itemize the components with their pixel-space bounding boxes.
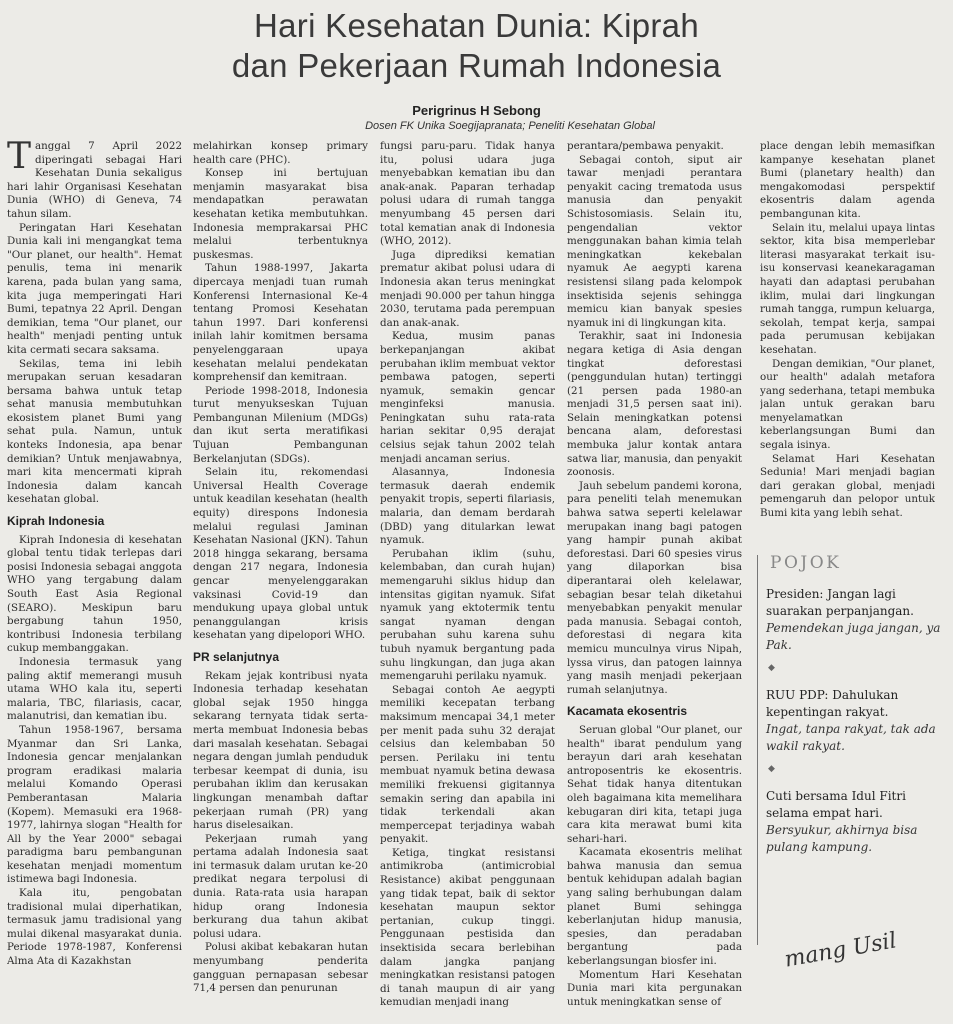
paragraph: Konsep ini bertujuan menjamin masyarakat bisa mendapatkan perawatan kesehatan ketika membutuhkan. Indonesia memprakarsai PHC melalui terbentuknya puskesmas. [193,167,368,261]
drop-cap: T [7,140,32,177]
pojok-response: Pemendekan juga jangan, ya Pak. [766,621,941,652]
pojok-quote: Presiden: Jangan lagi suarakan perpanjangan. [766,587,914,618]
pojok-item [766,586,942,654]
pojok-quote: RUU PDP: Dahulukan kepentingan rakyat. [766,688,899,719]
paragraph: Alasannya, Indonesia termasuk daerah endemik penyakit tropis, seperti filariasis, malaria, dan demam berdarah (DBD) yang ditularkan lewat nyamuk. [380,466,555,547]
diamond-divider-icon: ◆ [768,764,775,774]
paragraph: Seruan global "Our planet, our health" ibarat pendulum yang berayun dari arah kesehatan antroposentris ke ekosentris. Sehat tidak hanya ditentukan oleh bagaimana kita memelihara kebugaran diri kita, tetapi juga cara kita merawat bumi kita sehari-hari. [567,723,742,845]
section-heading: Kiprah Indonesia [7,514,105,529]
paragraph: Sekilas, tema ini lebih merupakan seruan kesadaran bersama bahwa untuk tetap sehat manusia membutuhkan ekosistem planet Bumi yang sehat pula. Namun, untuk konteks Indonesia, apa benar demikian? Untuk menjawabnya, mari kita mencermati kiprah Indonesia dalam kancah kesehatan global. [7,357,182,506]
pojok-response: Ingat, tanpa rakyat, tak ada wakil rakyat. [766,722,936,753]
paragraph: perantara/pembawa penyakit. [567,140,724,152]
paragraph: Pekerjaan rumah yang pertama adalah Indonesia saat ini termasuk dalam urutan ke-20 predikat negara terpolusi di dunia. Rata-rata usia harapan hidup orang Indonesia berkurang dua tahun akibat polusi udara. [193,832,368,940]
article-column-4 [567,140,742,1020]
paragraph: Dengan demikian, "Our planet, our health" adalah metafora yang sederhana, tetapi membuka jalan untuk gerakan baru menyelamatkan keberlangsungan Bumi dan segala isinya. [760,357,935,452]
paragraph: Kiprah Indonesia di kesehatan global tentu tidak terlepas dari posisi Indonesia sebagai anggota WHO yang tergabung dalam South East Asia Regional (SEARO). Meskipun baru bergabung tahun 1950, kontribusi Indonesia terbilang cukup membanggakan. [7,533,182,655]
pojok-title: POJOK [770,553,842,573]
paragraph: Indonesia termasuk yang paling aktif memerangi musuh utama WHO kala itu, seperti malaria, TBC, filariasis, cacar, malanutrisi, dan kematian ibu. [7,655,182,723]
article-title [0,6,953,86]
pojok-item [766,788,942,856]
paragraph: Juga diprediksi kematian prematur akibat polusi udara di Indonesia akan terus meningkat menjadi 90.000 per tahun hingga 2030, terutama pada perempuan dan anak-anak. [380,248,555,329]
paragraph: melahirkan konsep primary health care (PHC). [193,140,368,166]
title-line-2: dan Pekerjaan Rumah Indonesia [231,47,722,84]
article-column-2 [193,140,368,1020]
section-heading: PR selanjutnya [193,649,280,664]
paragraph: Periode 1998-2018, Indonesia turut menyukseskan Tujuan Pembangunan Milenium (MDGs) dan ikut serta meratifikasi Tujuan Pembangunan Berkelanjutan (SDGs). [193,384,368,465]
paragraph: Kedua, musim panas berkepanjangan akibat perubahan iklim membuat vektor pembawa patogen, seperti nyamuk, semakin gencar menginfeksi manusia. Peningkatan suhu rata-rata harian sekitar 0,95 derajat celsius sejak tahun 2002 telah menjadi ancaman serius. [380,330,555,465]
paragraph: Tahun 1988-1997, Jakarta dipercaya menjadi tuan rumah Konferensi Internasional Ke-4 tentang Promosi Kesehatan tahun 1997. Dari konferensi inilah lahir komitmen bersama penyelenggaraan upaya kesehatan melalui pendekatan komprehensif dan kemitraan. [193,262,368,384]
paragraph: Terakhir, saat ini Indonesia negara ketiga di Asia dengan tingkat deforestasi (penggundulan hutan) tertinggi (21 persen pada 1980-an menjadi 31,5 persen saat ini). Selain meningkatkan potensi bencana alam, deforestasi membuka jalur kontak antara satwa liar, manusia, dan penyakit zoonosis. [567,330,742,479]
paragraph: Rekam jejak kontribusi nyata Indonesia terhadap kesehatan global sejak 1950 hingga sekarang ternyata tidak serta-merta membuat Indonesia bebas dari masalah kesehatan. Sebagai negara dengan jumlah penduduk terbesar keempat di dunia, isu perubahan iklim dan kerusakan lingkungan menambah daftar pekerjaan rumah (PR) yang harus diselesaikan. [193,669,368,832]
paragraph: Ketiga, tingkat resistansi antimikroba (antimicrobial Resistance) akibat penggunaan yang tidak tepat, baik di sektor kesehatan maupun sektor pertanian, cukup tinggi. Penggunaan pestisida dan insektisida secara berlebihan dalam jangka panjang meningkatkan resistansi patogen di tanah maupun di air yang kemudian menjadi inang [380,846,555,1009]
paragraph: Kacamata ekosentris melihat bahwa manusia dan semua bentuk kehidupan adalah bagian yang saling berhubungan dalam planet Bumi sehingga keberlanjutan hidup manusia, spesies, dan peradaban bergantung pada keberlangsungan biosfer ini. [567,846,742,968]
pojok-quote: Cuti bersama Idul Fitri selama empat hari. [766,789,906,820]
paragraph: Sebagai contoh, siput air tawar menjadi perantara penyakit cacing trematoda usus manusia dan penyakit Schistosomiasis. Selain itu, pengendalian vektor menggunakan bahan kimia telah meningkatkan kekebalan nyamuk Ae aegypti karena resistensi silang pada kelompok insektisida sejenis sehingga memicu kian banyak spesies nyamuk ini di lingkungan kita. [567,153,742,329]
paragraph: place dengan lebih memasifkan kampanye kesehatan planet Bumi (planetary health) dan mengakomodasi perspektif ekosentris dalam agenda pembangunan kita. [760,140,935,220]
pojok-item [766,687,942,755]
paragraph: fungsi paru-paru. Tidak hanya itu, polusi udara juga menyebabkan kematian ibu dan anak-anak. Paparan terhadap polusi udara di rumah tangga menyumbang 45 persen dari total kematian anak di Indonesia (WHO, 2012). [380,140,555,248]
author-affiliation: Dosen FK Unika Soegijapranata; Peneliti Kesehatan Global [365,120,655,132]
article-column-3 [380,140,555,1020]
paragraph: Jauh sebelum pandemi korona, para peneliti telah menemukan bahwa satwa seperti kelelawar merupakan inang bagi patogen yang hampir punah akibat deforestasi. Dari 60 spesies virus yang dilaporkan bisa diperantarai oleh kelelawar, sebagian besar telah diketahui menyebabkan penyakit menular pada manusia. Sebagai contoh, deforestasi di negara kita memicu munculnya virus Nipah, lyssa virus, dan patogen lainnya yang masih menjadi pekerjaan rumah selanjutnya. [567,479,742,696]
title-line-1: Hari Kesehatan Dunia: Kiprah [254,7,699,44]
signature: mang Usil [782,928,899,973]
article-column-5 [760,140,935,550]
article-column-1 [7,140,182,1020]
section-heading: Kacamata ekosentris [567,704,688,719]
paragraph: Kala itu, pengobatan tradisional mulai diperhatikan, termasuk jamu tradisional yang mulai dikenal masyarakat dunia. Periode 1978-1987, Konferensi Alma Ata di Kazakhstan [7,887,182,968]
pojok-column [757,555,942,945]
paragraph: Selamat Hari Kesehatan Sedunia! Mari menjadi bagian dari gerakan global, menjadi pemengaruh dan pelopor untuk Bumi kita yang lebih sehat. [760,452,935,520]
pojok-response: Bersyukur, akhirnya bisa pulang kampung. [766,823,918,854]
paragraph: Momentum Hari Kesehatan Dunia mari kita pergunakan untuk meningkatkan sense of [567,968,742,1008]
paragraph: Sebagai contoh Ae aegypti memiliki kecepatan terbang maksimum mencapai 34,1 meter per menit pada suhu 32 derajat celsius dan kelembaban 50 persen. Perilaku ini tentu membuat nyamuk betina dewasa memiliki frekuensi gigitannya semakin sering dan apabila ini tidak terkendali akan mempercepat terjadinya wabah penyakit. [380,683,555,846]
diamond-divider-icon: ◆ [768,663,775,673]
paragraph: Perubahan iklim (suhu, kelembaban, dan curah hujan) memengaruhi siklus hidup dan intensitas gigitan nyamuk. Sifat nyamuk yang ektotermik tentu sangat nyaman dengan perubahan suhu karena suhu tubuh nyamuk bergantung pada suhu lingkungan, dan juga akan memengaruhi perilaku nyamuk. [380,547,555,683]
paragraph: Tahun 1958-1967, bersama Myanmar dan Sri Lanka, Indonesia gencar menjalankan program eradikasi malaria melalui Komando Operasi Pemberantasan Malaria (Kopem). Memasuki era 1968-1977, lahirnya slogan "Health for All by the Year 2000" sebagai paradigma baru pembangunan kesehatan menjadi momentum istimewa bagi Indonesia. [7,723,182,886]
author-name: Perigrinus H Sebong [412,103,541,118]
paragraph: Peringatan Hari Kesehatan Dunia kali ini mengangkat tema "Our planet, our health". Hemat penulis, tema ini menarik karena, pada bulan yang sama, kita juga memperingati Hari Bumi, tepatnya 22 April. Dengan demikian, tema "Our planet, our health" menjadi penting untuk kita cermati secara saksama. [7,221,182,356]
paragraph: Selain itu, rekomendasi Universal Health Coverage untuk keadilan kesehatan (health equity) direspons Indonesia melalui regulasi Jaminan Kesehatan Nasional (JKN). Tahun 2018 hingga sekarang, bersama dengan 217 negara, Indonesia gencar menyelenggarakan vaksinasi Covid-19 dan mendukung upaya global untuk penanggulangan krisis kesehatan yang dipelopori WHO. [193,466,368,642]
paragraph: Polusi akibat kebakaran hutan menyumbang penderita gangguan pernapasan sebesar 71,4 persen dan penurunan [193,941,368,995]
paragraph: Selain itu, melalui upaya lintas sektor, kita bisa memperlebar literasi masyarakat terkait isu-isu konservasi keanekaragaman hayati dan adaptasi perubahan iklim, mulai dari lingkungan rumah tangga, rumpun keluarga, sekolah, tempat kerja, sampai pada perumusan kebijakan kesehatan. [760,221,935,356]
paragraph: Tanggal 7 April 2022 diperingati sebagai Hari Kesehatan Dunia sekaligus hari lahir Organisasi Kesehatan Dunia (WHO) di Geneva, 74 tahun silam. [7,140,182,220]
